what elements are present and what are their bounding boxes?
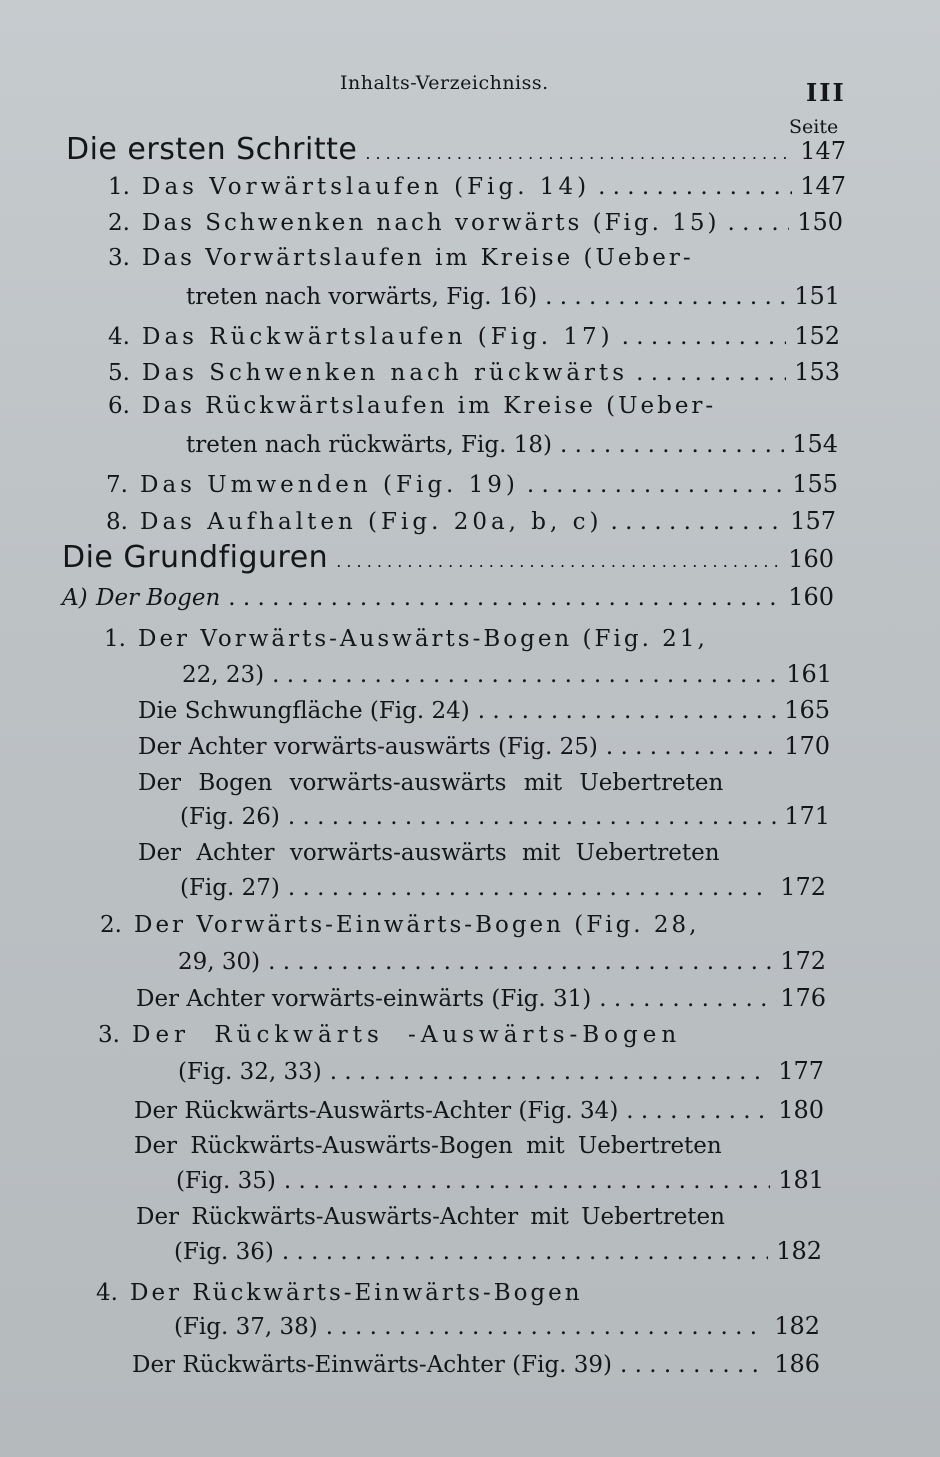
seite-label: Seite <box>789 116 839 138</box>
leader-dots <box>545 284 786 310</box>
toc-title: Die Grundfiguren <box>62 540 329 575</box>
toc-page: 172 <box>780 947 826 975</box>
toc-page: 165 <box>784 696 830 724</box>
toc-number: 7. <box>106 472 128 498</box>
toc-title-cont: (Fig. 32, 33) <box>178 1059 322 1085</box>
toc-title: Die Schwungfläche (Fig. 24) <box>138 698 470 724</box>
leader-dots <box>626 1098 770 1124</box>
toc-entry <box>108 172 846 200</box>
toc-title: Der Rückwärts-Einwärts-Bogen <box>130 1280 583 1306</box>
leader-dots <box>606 734 776 760</box>
leader-dots <box>599 986 772 1012</box>
toc-entry <box>108 322 840 350</box>
toc-page: 157 <box>790 507 836 535</box>
toc-page: 155 <box>792 470 838 498</box>
toc-title-cont: (Fig. 37, 38) <box>174 1314 318 1340</box>
toc-page: 171 <box>784 802 830 830</box>
leader-dots <box>598 174 792 200</box>
toc-title: Der Achter vorwärts-auswärts (Fig. 25) <box>138 734 598 760</box>
toc-page: 186 <box>774 1350 820 1378</box>
leader-dots <box>272 662 778 688</box>
toc-title: Das Umwenden (Fig. 19) <box>140 472 519 498</box>
toc-page: 170 <box>784 732 830 760</box>
toc-number: 1. <box>108 174 130 200</box>
toc-entry-continuation <box>186 430 838 458</box>
toc-entry <box>108 358 840 386</box>
toc-entry: Der Rückwärts-Auswärts-Bogen mit Uebertreten <box>134 1133 722 1159</box>
toc-title-cont: (Fig. 35) <box>176 1168 276 1194</box>
leader-dots <box>282 1239 768 1265</box>
toc-entry-continuation <box>180 873 826 901</box>
toc-entry: Der Rückwärts-Auswärts-Achter mit Uebertreten <box>136 1204 725 1230</box>
toc-entry <box>98 1022 758 1048</box>
toc-entry-continuation <box>174 1237 822 1265</box>
toc-number: 4. <box>108 324 130 350</box>
toc-entry <box>138 696 830 724</box>
toc-number: 8. <box>106 509 128 535</box>
toc-entry <box>104 626 774 652</box>
toc-entry-continuation <box>176 1166 824 1194</box>
toc-page: 177 <box>778 1057 824 1085</box>
toc-entry <box>100 912 770 938</box>
toc-number: 3. <box>108 245 130 271</box>
leader-dots <box>336 552 780 571</box>
leader-dots <box>560 432 784 458</box>
toc-entry-continuation <box>180 802 830 830</box>
toc-page: 160 <box>788 583 834 611</box>
toc-page: 151 <box>794 282 840 310</box>
leader-dots <box>728 210 790 236</box>
toc-page: 172 <box>780 873 826 901</box>
toc-entry: Der Achter vorwärts-auswärts mit Uebertreten <box>138 840 720 866</box>
toc-entry <box>108 393 788 419</box>
toc-entry <box>96 1280 746 1306</box>
leader-dots <box>228 585 780 611</box>
toc-title: Das Rückwärtslaufen im Kreise (Ueber- <box>142 393 717 419</box>
toc-page: 152 <box>794 322 840 350</box>
toc-title: Das Rückwärtslaufen (Fig. 17) <box>142 324 614 350</box>
toc-number: 5. <box>108 360 130 386</box>
leader-dots <box>527 472 784 498</box>
toc-entry <box>106 470 838 498</box>
toc-entry <box>108 245 808 271</box>
toc-title-cont: (Fig. 26) <box>180 804 280 830</box>
toc-page: 147 <box>800 172 846 200</box>
toc-entry <box>106 507 836 535</box>
toc-number: A) <box>62 585 88 611</box>
toc-page: 160 <box>788 545 834 573</box>
toc-page: 181 <box>778 1166 824 1194</box>
toc-title: Die ersten Schritte <box>66 132 358 167</box>
leader-dots <box>622 324 787 350</box>
leader-dots <box>326 1314 766 1340</box>
toc-entry <box>138 732 830 760</box>
toc-section-heading <box>66 132 846 167</box>
toc-entry <box>136 984 826 1012</box>
toc-title: Der Achter vorwärts-einwärts (Fig. 31) <box>136 986 592 1012</box>
toc-number: 1. <box>104 626 126 652</box>
toc-title: Das Schwenken nach vorwärts (Fig. 15) <box>142 210 720 236</box>
toc-entry-continuation <box>186 282 840 310</box>
toc-number: 3. <box>98 1022 120 1048</box>
toc-section-heading <box>62 540 834 575</box>
leader-dots <box>611 509 783 535</box>
toc-entry-continuation <box>182 660 832 688</box>
toc-title: Der Rückwärts-Auswärts-Achter (Fig. 34) <box>134 1098 619 1124</box>
toc-entry <box>134 1096 824 1124</box>
leader-dots <box>288 875 772 901</box>
toc-page: 154 <box>792 430 838 458</box>
toc-number: 4. <box>96 1280 118 1306</box>
toc-page: 150 <box>797 208 843 236</box>
toc-title-cont: (Fig. 36) <box>174 1239 274 1265</box>
toc-page: 153 <box>794 358 840 386</box>
toc-number: 2. <box>100 912 122 938</box>
toc-page: 182 <box>774 1312 820 1340</box>
leader-dots <box>288 804 776 830</box>
toc-title: Das Schwenken nach rückwärts <box>142 360 629 386</box>
toc-entry-continuation <box>178 1057 824 1085</box>
toc-entry <box>108 208 843 236</box>
toc-entry <box>132 1350 820 1378</box>
leader-dots <box>478 698 776 724</box>
leader-dots <box>365 144 792 163</box>
leader-dots <box>284 1168 770 1194</box>
leader-dots <box>268 949 772 975</box>
toc-entry-continuation <box>178 947 826 975</box>
toc-title: Das Aufhalten (Fig. 20a, b, c) <box>140 509 603 535</box>
toc-entry-continuation <box>174 1312 820 1340</box>
toc-title: Der Vorwärts-Auswärts-Bogen (Fig. 21, <box>138 626 708 652</box>
toc-title-cont: 22, 23) <box>182 662 265 688</box>
toc-title-cont: treten nach vorwärts, Fig. 16) <box>186 284 538 310</box>
toc-number: 6. <box>108 393 130 419</box>
toc-title: Das Vorwärtslaufen im Kreise (Ueber- <box>142 245 694 271</box>
toc-page: 147 <box>800 137 846 165</box>
toc-title: Das Vorwärtslaufen (Fig. 14) <box>142 174 591 200</box>
toc-title: Der Bogen <box>96 585 221 611</box>
leader-dots <box>620 1352 766 1378</box>
toc-subsection <box>62 583 834 611</box>
toc-page: 176 <box>780 984 826 1012</box>
toc-page: 182 <box>776 1237 822 1265</box>
toc-title: Der Rückwärts -Auswärts-Bogen <box>132 1022 682 1048</box>
toc-number: 2. <box>108 210 130 236</box>
page-number: III <box>806 78 846 107</box>
toc-title: Der Vorwärts-Einwärts-Bogen (Fig. 28, <box>134 912 700 938</box>
toc-title-cont: 29, 30) <box>178 949 261 975</box>
running-header: Inhalts-Verzeichniss. <box>340 72 549 94</box>
toc-title-cont: (Fig. 27) <box>180 875 280 901</box>
toc-page: 161 <box>786 660 832 688</box>
leader-dots <box>636 360 786 386</box>
toc-title-cont: treten nach rückwärts, Fig. 18) <box>186 432 552 458</box>
leader-dots <box>330 1059 770 1085</box>
toc-page: 180 <box>778 1096 824 1124</box>
toc-entry: Der Bogen vorwärts-auswärts mit Uebertreten <box>138 770 724 796</box>
toc-title: Der Rückwärts-Einwärts-Achter (Fig. 39) <box>132 1352 613 1378</box>
